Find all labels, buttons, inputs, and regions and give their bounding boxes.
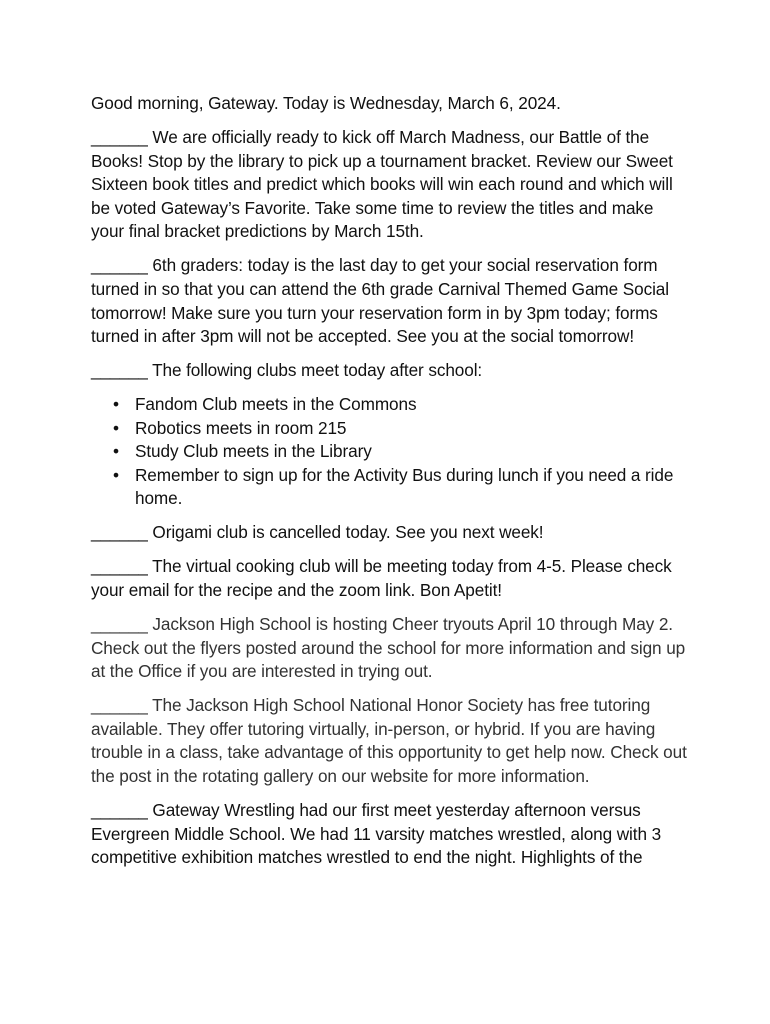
announcement-cooking-club: ______ The virtual cooking club will be meeting today from 4-5. Please check your email for the recipe and the zoom link. Bon Apetit! xyxy=(91,556,672,601)
bullet-icon: • xyxy=(113,417,119,438)
announcement-nhs-tutoring: ______ The Jackson High School National Honor Society has free tutoring available. They offer tutoring virtually, in-person, or hybrid. If you are having trouble in a class, take advantage of this opportunity to get help now. Check out the post in the rotating gallery on our website for more information. xyxy=(91,695,687,786)
club-text: Fandom Club meets in the Commons xyxy=(135,394,417,415)
announcement-cheer-tryouts: ______ Jackson High School is hosting Cheer tryouts April 10 through May 2. Check out the flyers posted around the school for more information and sign up at the Office if you are interested in trying out. xyxy=(91,614,686,682)
list-item xyxy=(113,393,691,417)
list-item xyxy=(113,417,691,441)
announcement-clubs-intro: ______ The following clubs meet today after school: xyxy=(91,360,483,381)
club-text: Robotics meets in room 215 xyxy=(135,417,347,438)
club-text: Study Club meets in the Library xyxy=(135,441,372,462)
list-item xyxy=(113,464,691,511)
announcement-march-madness: ______ We are officially ready to kick off March Madness, our Battle of the Books! Stop by the library to pick up a tournament bracket. Review our Sweet Sixteen book titles and predict which books will win each round and which will be voted Gateway’s Favorite. Take some time to review the titles and make your final bracket predictions by March 15th. xyxy=(91,126,673,242)
announcement-origami: ______ Origami club is cancelled today. See you next week! xyxy=(91,522,544,543)
announcement-sixth-grade-social: ______ 6th graders: today is the last day to get your social reservation form turned in so that you can attend the 6th grade Carnival Themed Game Social tomorrow! Make sure you turn your reservation form in by 3pm today; forms turned in after 3pm will not be accepted. See you at the social tomorrow! xyxy=(91,255,669,347)
club-text: Remember to sign up for the Activity Bus during lunch if you need a ride home. xyxy=(135,464,674,509)
bullet-icon: • xyxy=(113,394,119,415)
list-item xyxy=(113,440,691,464)
greeting-line: Good morning, Gateway. Today is Wednesday, March 6, 2024. xyxy=(91,93,561,113)
bullet-icon: • xyxy=(113,464,119,485)
announcement-wrestling: ______ Gateway Wrestling had our first meet yesterday afternoon versus Evergreen Middle School. We had 11 varsity matches wrestled, along with 3 competitive exhibition matches wrestled to end the night. Highlights of the xyxy=(91,799,662,868)
document-page xyxy=(91,92,691,880)
clubs-list xyxy=(91,393,691,511)
bullet-icon: • xyxy=(113,441,119,462)
